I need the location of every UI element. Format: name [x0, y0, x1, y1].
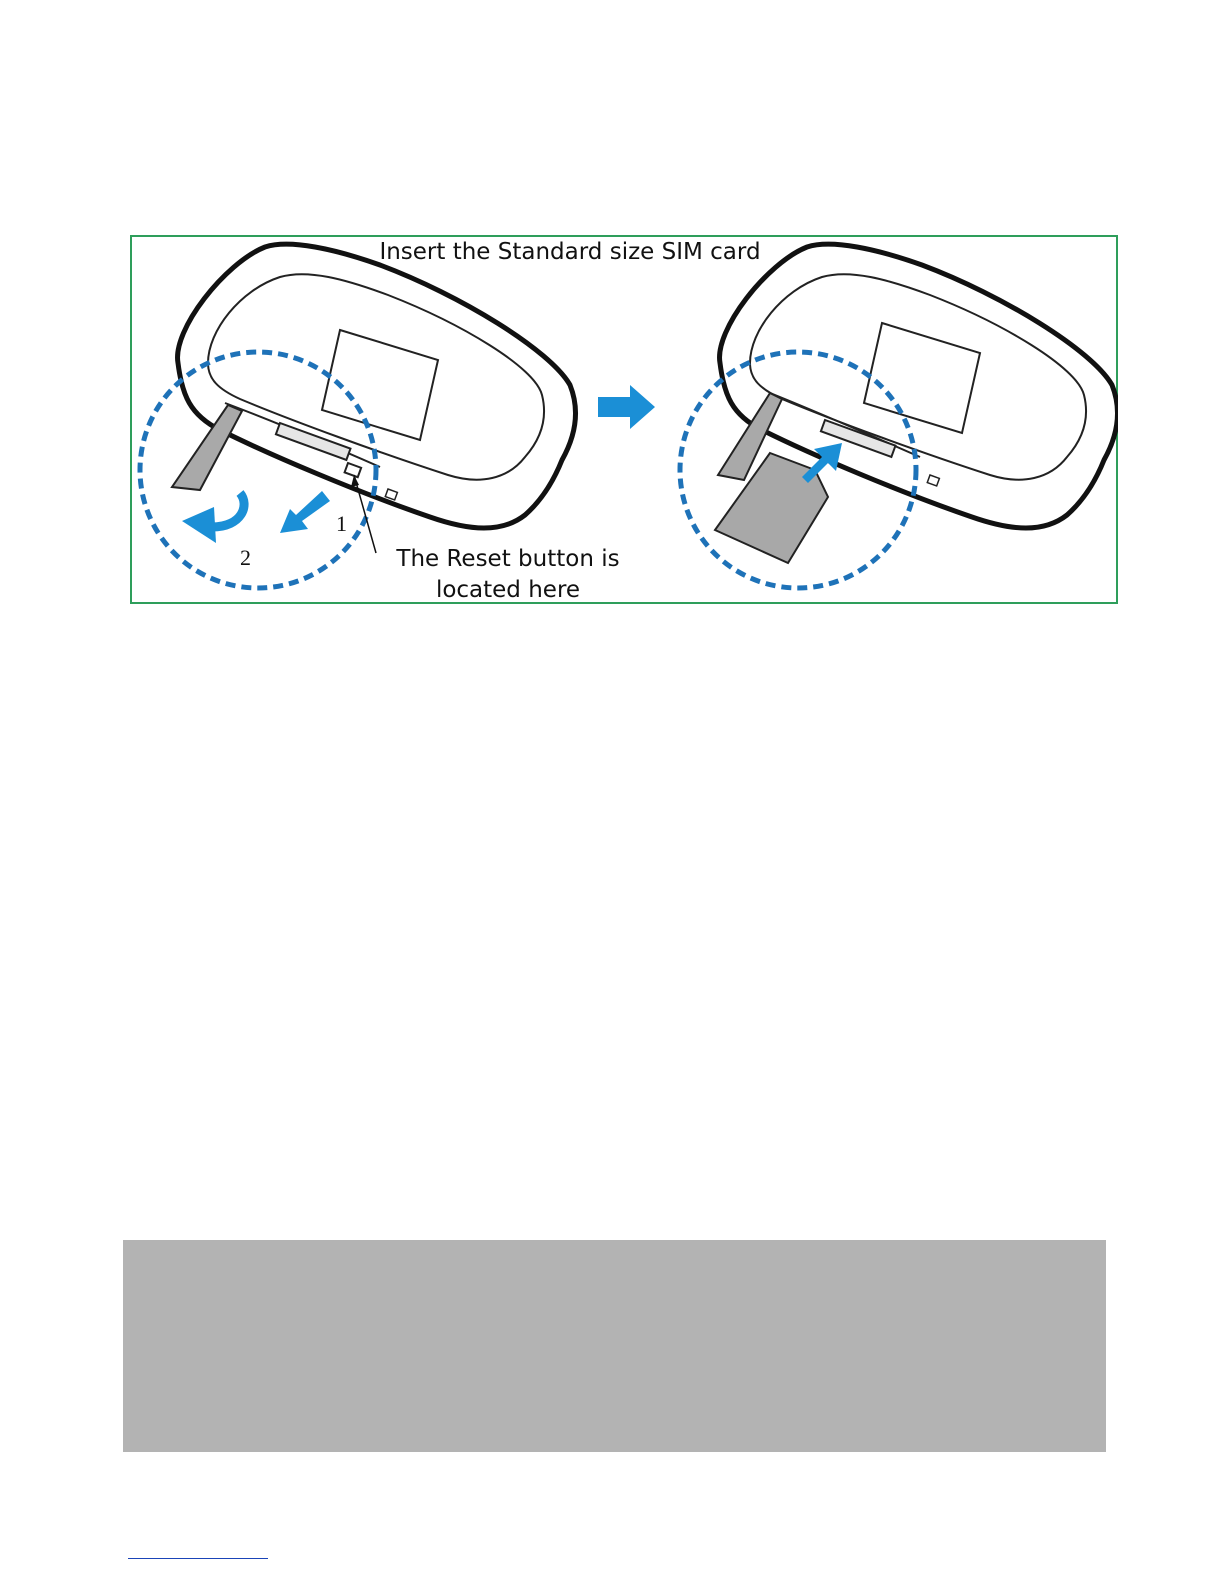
- footer-rule: [128, 1558, 268, 1559]
- step-2-label: 2: [240, 545, 251, 570]
- device-right: [680, 244, 1118, 588]
- reset-caption-line2: located here: [435, 577, 581, 603]
- figure-title: Insert the Standard size SIM card: [379, 239, 761, 265]
- sim-insertion-figure: [130, 235, 1118, 604]
- slide-arrow-icon: [280, 491, 330, 533]
- rotate-arrow-shaft: [212, 493, 244, 527]
- rotate-arrow-icon: [182, 507, 216, 543]
- step-1-label: 1: [336, 511, 347, 536]
- device-left: [140, 244, 576, 588]
- next-step-arrow-icon: [598, 385, 655, 429]
- reset-caption-line1: The Reset button is: [396, 546, 620, 572]
- gray-panel: [123, 1240, 1106, 1452]
- sim-insertion-illustration: [130, 235, 1118, 604]
